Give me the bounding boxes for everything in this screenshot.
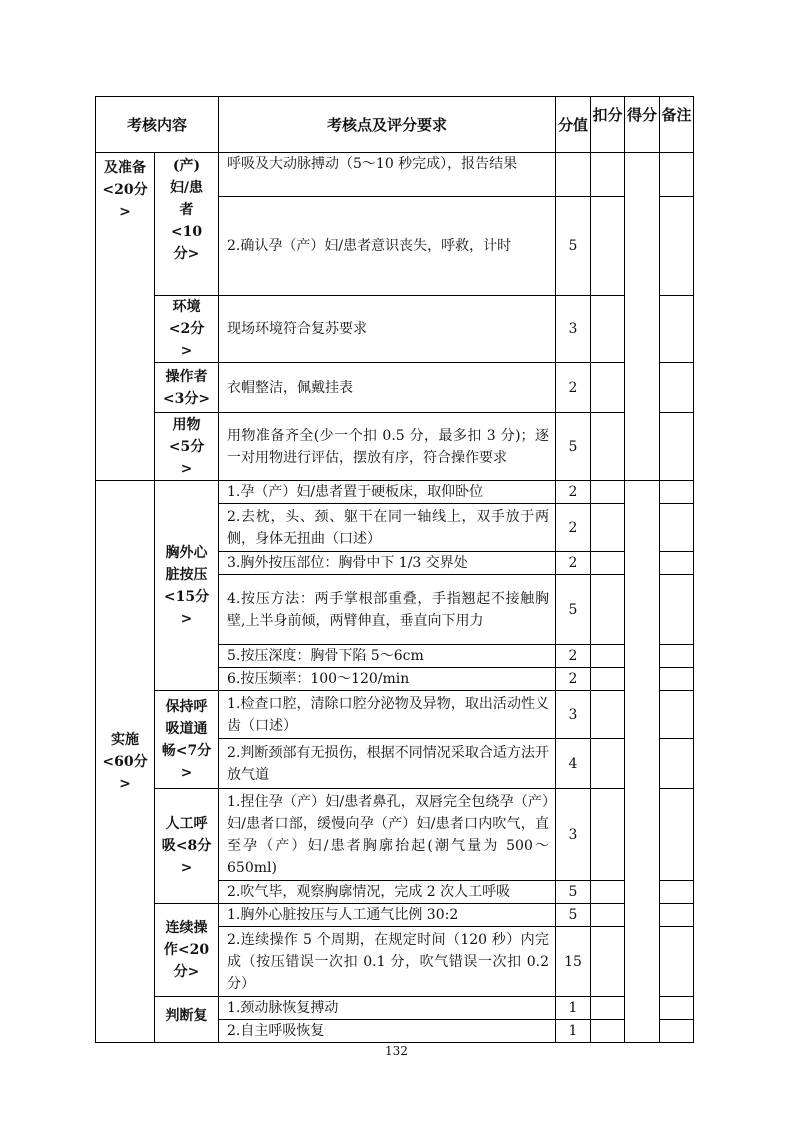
score-cell: 1 [556,1020,591,1043]
deduct-cell [591,904,625,927]
deduct-cell [591,481,625,504]
requirement: 现场环境符合复苏要求 [219,296,556,363]
assessment-table [95,96,694,1043]
score-cell: 2 [556,645,591,668]
sub-env: 环境<2分> [155,296,219,363]
requirement: 用物准备齐全(少一个扣 0.5 分，最多扣 3 分)；逐一对用物进行评估，摆放有序，符合操作要求 [219,413,556,481]
requirement: 2.去枕，头、颈、躯干在同一轴线上，双手放于两侧，身体无扭曲（口述） [219,504,556,552]
header-points: 考核点及评分要求 [219,97,556,153]
score-cell: 2 [556,668,591,691]
deduct-cell [591,504,625,552]
deduct-cell [591,197,625,296]
deduct-cell [591,789,625,881]
requirement: 1.捏住孕（产）妇/患者鼻孔，双唇完全包绕孕（产）妇/患者口部，缓慢向孕（产）妇/患者口内吹气，直至孕（产）妇/患者胸廓抬起(潮气量为 500～650ml) [219,789,556,881]
score-cell: 5 [556,197,591,296]
requirement: 4.按压方法：两手掌根部重叠，手指翘起不接触胸壁,上半身前倾，两臂伸直，垂直向下用力 [219,575,556,645]
sub-supplies: 用物<5分> [155,413,219,481]
got-cell [625,481,660,1043]
deduct-cell [591,645,625,668]
requirement: 2.判断颈部有无损伤，根据不同情况采取合适方法开放气道 [219,739,556,789]
sub-operator: 操作者<3分> [155,363,219,413]
note-cell [660,927,694,997]
table-row [96,691,694,739]
header-note: 备注 [660,97,694,153]
note-cell [660,481,694,504]
table-row [96,481,694,504]
deduct-cell [591,1020,625,1043]
table-row [96,789,694,881]
score-cell: 2 [556,552,591,575]
deduct-cell [591,739,625,789]
note-cell [660,881,694,904]
header-score: 分值 [556,97,591,153]
score-cell: 5 [556,881,591,904]
note-cell [660,668,694,691]
deduct-cell [591,927,625,997]
note-cell [660,904,694,927]
score-cell: 5 [556,575,591,645]
deduct-cell [591,575,625,645]
note-cell [660,575,694,645]
score-cell: 4 [556,739,591,789]
requirement: 2.自主呼吸恢复 [219,1020,556,1043]
requirement: 5.按压深度：胸骨下陷 5～6cm [219,645,556,668]
requirement: 1.颈动脉恢复搏动 [219,997,556,1020]
note-cell [660,739,694,789]
deduct-cell [591,413,625,481]
requirement: 呼吸及大动脉搏动（5～10 秒完成），报告结果 [219,153,556,197]
score-cell [556,153,591,197]
deduct-cell [591,552,625,575]
requirement: 2.确认孕（产）妇/患者意识丧失，呼救，计时 [219,197,556,296]
header-content: 考核内容 [96,97,219,153]
requirement: 1.检查口腔，清除口腔分泌物及异物，取出活动性义齿（口述） [219,691,556,739]
score-cell: 5 [556,413,591,481]
sub-airway: 保持呼吸道通畅<7分> [155,691,219,789]
score-cell: 5 [556,904,591,927]
note-cell [660,552,694,575]
header-got: 得分 [625,97,660,153]
requirement: 3.胸外按压部位：胸骨中下 1/3 交界处 [219,552,556,575]
note-cell [660,997,694,1020]
note-cell [660,691,694,739]
deduct-cell [591,296,625,363]
note-cell [660,296,694,363]
deduct-cell [591,668,625,691]
note-cell [660,1020,694,1043]
score-cell: 1 [556,997,591,1020]
note-cell [660,645,694,668]
note-cell [660,363,694,413]
table-row [96,153,694,197]
sub-cpr: 胸外心脏按压<15分> [155,481,219,691]
section-impl: 实施<60分> [96,481,155,1043]
score-cell: 3 [556,789,591,881]
deduct-cell [591,881,625,904]
requirement: 6.按压频率：100～120/min [219,668,556,691]
score-cell: 2 [556,481,591,504]
requirement: 2.吹气毕，观察胸廓情况，完成 2 次人工呼吸 [219,881,556,904]
score-cell: 15 [556,927,591,997]
note-cell [660,413,694,481]
score-cell: 2 [556,363,591,413]
table-row [96,363,694,413]
deduct-cell [591,363,625,413]
deduct-cell [591,153,625,197]
requirement: 衣帽整洁，佩戴挂表 [219,363,556,413]
table-row [96,413,694,481]
score-cell: 2 [556,504,591,552]
deduct-cell [591,997,625,1020]
requirement: 1.胸外心脏按压与人工通气比例 30:2 [219,904,556,927]
table-row [96,296,694,363]
note-cell [660,504,694,552]
sub-breath: 人工呼吸<8分> [155,789,219,904]
header-row [96,97,694,153]
deduct-cell [591,691,625,739]
sub-judge: 判断复 [155,997,219,1043]
note-cell [660,153,694,197]
requirement: 1.孕（产）妇/患者置于硬板床，取仰卧位 [219,481,556,504]
score-cell: 3 [556,296,591,363]
page-number: 132 [385,1044,408,1058]
note-cell [660,789,694,881]
section-prep: 及准备<20分> [96,153,155,481]
table-row [96,904,694,927]
table-row [96,997,694,1020]
sub-continuous: 连续操作<20分> [155,904,219,997]
header-deduct: 扣分 [591,97,625,153]
score-cell: 3 [556,691,591,739]
requirement: 2.连续操作 5 个周期，在规定时间（120 秒）内完成（按压错误一次扣 0.1 分，吹气错误一次扣 0.2 分） [219,927,556,997]
note-cell [660,197,694,296]
sub-patient: (产)妇/患者<10分> [155,153,219,296]
got-cell [625,153,660,481]
